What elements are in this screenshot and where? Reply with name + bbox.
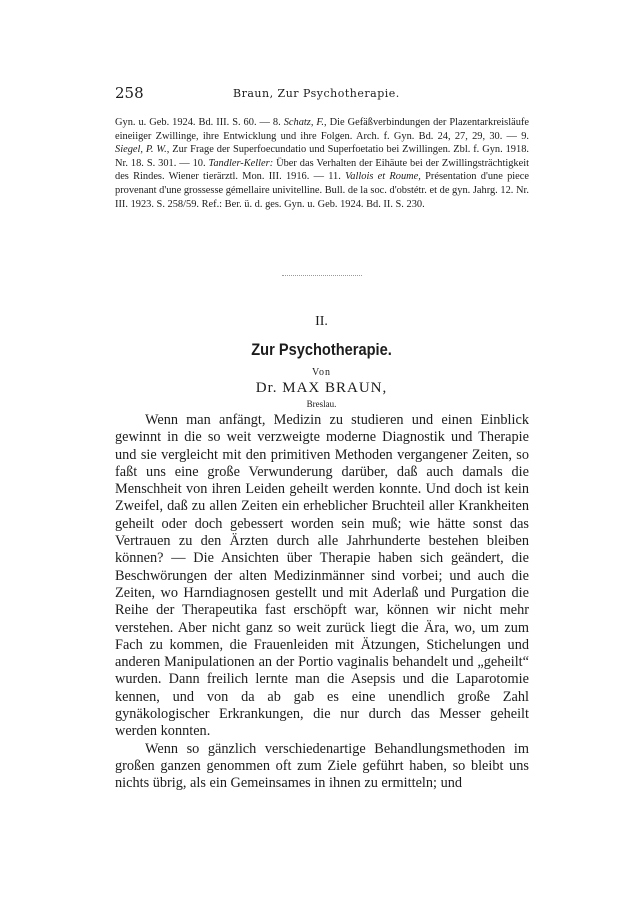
author-location: Breslau. [306,399,337,409]
section-divider [282,275,362,276]
reference-text: , Die Gefäßverbindungen der Plazentarkreisläufe eineiiger Zwillinge, ihre Entwicklung und ihre Folgen. Arch. f. Gyn. Bd. 24, 27, 29, 30. — 9. [115,117,529,142]
page-number: 258 [115,84,144,102]
section-number: II. [315,314,328,329]
reference-author: Siegel, P. W. [115,144,167,156]
reference-text: Über das Verhalten der Eihäute bei der Zwillingsträchtigkeit des Rindes. Wiener tierärztl. Mon. III. 1916. — 11. [115,157,529,183]
body-paragraph: Wenn man anfängt, Medizin zu studieren und einen Einblick gewinnt in die so weit verzweigte moderne Diagnostik und Therapie und sie vergleicht mit den primitiven Methoden vergangener Zeiten, so faßt uns eine große Verwunderung darüber, daß auch damals die Menschheit von ihren Leiden geheilt werden konnte. Und doch ist kein Zweifel, daß zu allen Zeiten ein erheblicher Bruchteil aller Krankheiten geheilt oder doch gebessert worden sein muß; wie hätte sonst das Vertrauen zu den Ärzten durch alle Jahrhunderte bestehen bleiben können? — Die Ansichten über Therapie haben sich geändert, die Beschwörungen der alten Medizinmänner sind vorbei; und auch die Zeiten, wo Harndiagnosen gestellt und mit Aderlaß und Purgation die Reihe der Therapeutika fast erschöpft war, können wir nicht mehr verstehen. Aber nicht ganz so weit zurück liegt die Ära, wo, um zum Fach zu kommen, die Frauenleiden mit Ätzungen, Stichelungen und anderen Manipulationen an der Portio vaginalis behandelt und „geheilt“ wurden. Dann freilich lernte man die Asepsis und die Laparotomie kennen, und von da ab gab es eine unendlich große Zahl gynäkologischer Erkrankungen, die nur durch das Messer geheilt werden konnten. [115,412,529,740]
article-body [115,412,529,793]
article-title: Zur Psychotherapie. [251,340,392,359]
reference-author: Vallois et Roume, [345,171,421,183]
reference-author: Tandler-Keller: [208,157,274,169]
page-header [115,84,529,104]
reference-text: , Zur Frage der Superfoecundatio und Superfoetatio bei Zwillingen. Zbl. f. Gyn. 1918. Nr. 18. S. 301. — 10. [115,144,529,169]
running-head: Braun, Zur Psychotherapie. [233,87,400,100]
body-paragraph: Wenn so gänzlich verschiedenartige Behandlungsmethoden im großen ganzen genommen oft zum Ziele geführt haben, so bleibt uns nichts übrig, als ein Gemeinsames in ihnen zu ermitteln; und [115,740,529,792]
reference-author: Schatz, F. [283,117,325,128]
reference-text: Gyn. u. Geb. 1924. Bd. III. S. 60. — 8. [115,117,284,128]
references-continued [115,116,529,211]
byline-label: Von [312,367,331,378]
reference-text: Présentation d'une piece provenant d'une grossesse gémellaire univitelline. Bull. de la soc. d'obstétr. et de gyn. Jahrg. 12. Nr. III. 1923. S. 258/59. Ref.: Ber. ü. d. ges. Gyn. u. Geb. 1924. Bd. II. S. 230. [115,171,530,210]
author-name: Dr. MAX BRAUN, [255,380,388,396]
